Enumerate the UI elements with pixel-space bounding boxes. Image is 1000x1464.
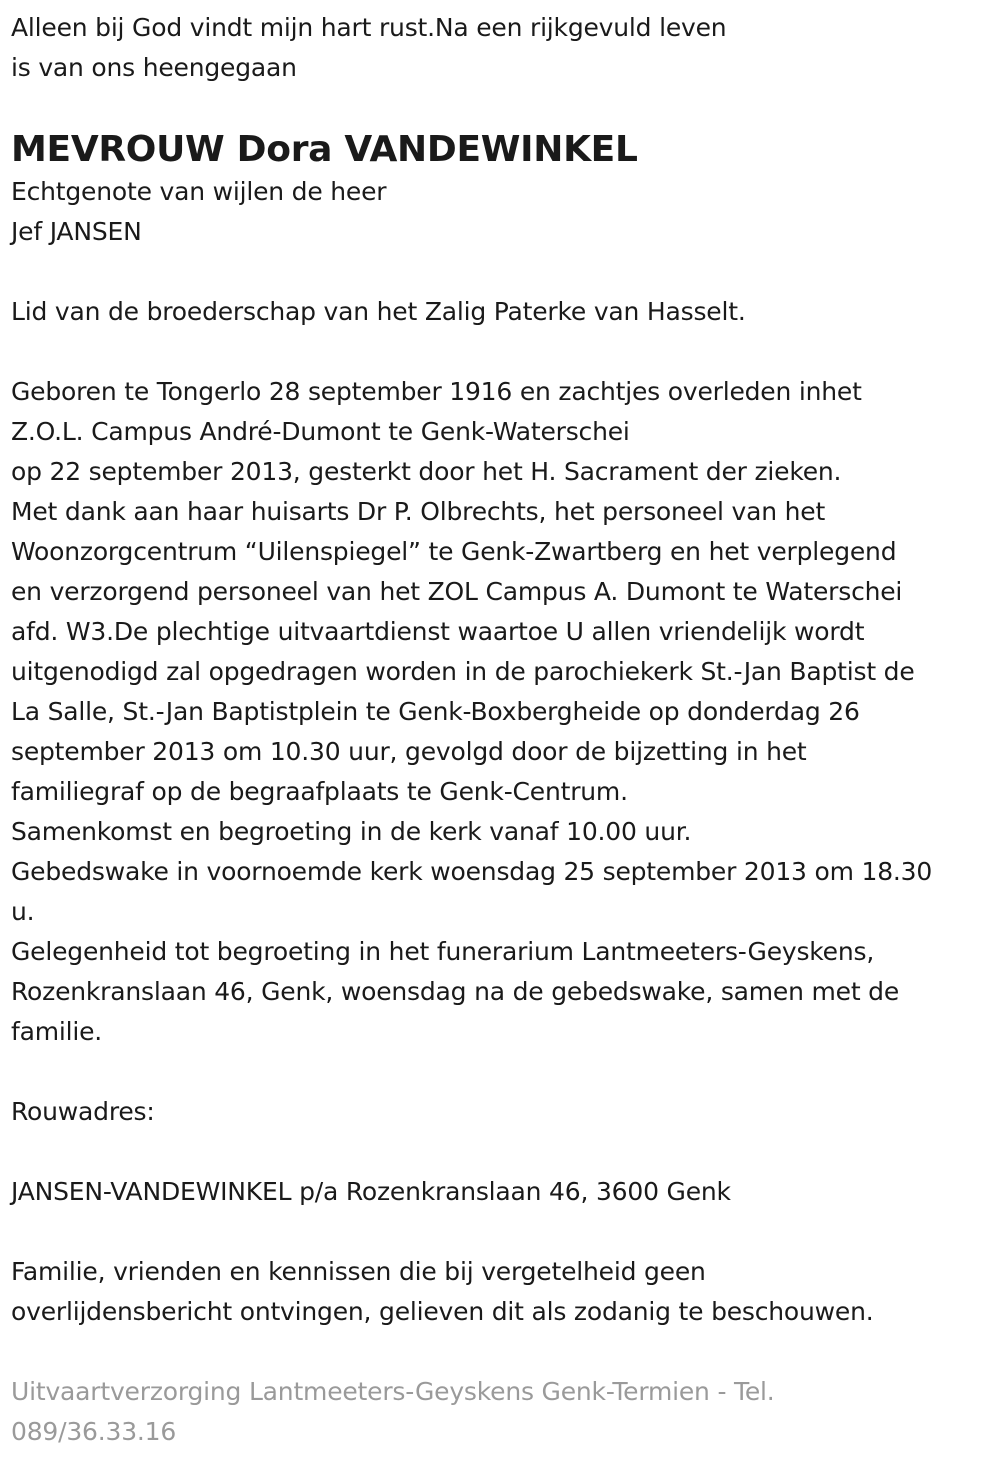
funeral-home-footer: [11, 1372, 1000, 1452]
body-line: familiegraf op de begraafplaats te Genk-Centrum.: [11, 777, 628, 806]
spouse-text: [11, 172, 1000, 252]
spacer: [11, 252, 1000, 292]
notice-text: [11, 1252, 1000, 1332]
notice-line: overlijdensbericht ontvingen, gelieven dit als zodanig te beschouwen.: [11, 1297, 874, 1326]
deceased-name: MEVROUW Dora VANDEWINKEL: [11, 129, 638, 170]
body-line: op 22 september 2013, gesterkt door het H. Sacrament der zieken.: [11, 457, 842, 486]
spouse-line: Echtgenote van wijlen de heer: [11, 177, 387, 206]
body-line: afd. W3.De plechtige uitvaartdienst waartoe U allen vriendelijk wordt: [11, 617, 865, 646]
body-line: La Salle, St.-Jan Baptistplein te Genk-Boxbergheide op donderdag 26: [11, 697, 860, 726]
footer-phone: 089/36.33.16: [11, 1417, 177, 1446]
body-line: Z.O.L. Campus André-Dumont te Genk-Waterschei: [11, 417, 630, 446]
spacer: [11, 1132, 1000, 1172]
spacer: [11, 332, 1000, 372]
body-line: Samenkomst en begroeting in de kerk vanaf 10.00 uur.: [11, 817, 692, 846]
address-label: Rouwadres:: [11, 1097, 155, 1126]
body-line: Woonzorgcentrum “Uilenspiegel” te Genk-Zwartberg en het verplegend: [11, 537, 897, 566]
body-line: uitgenodigd zal opgedragen worden in de parochiekerk St.-Jan Baptist de: [11, 657, 915, 686]
body-line: Rozenkranslaan 46, Genk, woensdag na de gebedswake, samen met de: [11, 977, 900, 1006]
body-line: Geboren te Tongerlo 28 september 1916 en zachtjes overleden inhet: [11, 377, 862, 406]
membership-text: Lid van de broederschap van het Zalig Paterke van Hasselt.: [11, 297, 746, 326]
body-line: Gebedswake in voornoemde kerk woensdag 25 september 2013 om 18.30: [11, 857, 933, 886]
intro-text: [11, 8, 1000, 88]
spacer: [11, 1052, 1000, 1092]
intro-line: is van ons heengegaan: [11, 53, 297, 82]
spacer: [11, 1332, 1000, 1372]
body-line: Gelegenheid tot begroeting in het funerarium Lantmeeters-Geyskens,: [11, 937, 875, 966]
body-text: [11, 372, 1000, 1052]
intro-line: Alleen bij God vindt mijn hart rust.Na een rijkgevuld leven: [11, 13, 727, 42]
mourning-address: JANSEN-VANDEWINKEL p/a Rozenkranslaan 46, 3600 Genk: [11, 1177, 731, 1206]
spacer: [11, 1212, 1000, 1252]
body-line: familie.: [11, 1017, 103, 1046]
body-line: u.: [11, 897, 35, 926]
body-line: en verzorgend personeel van het ZOL Campus A. Dumont te Waterschei: [11, 577, 903, 606]
spouse-line: Jef JANSEN: [11, 217, 142, 246]
body-line: Met dank aan haar huisarts Dr P. Olbrechts, het personeel van het: [11, 497, 826, 526]
body-line: september 2013 om 10.30 uur, gevolgd door de bijzetting in het: [11, 737, 807, 766]
notice-line: Familie, vrienden en kennissen die bij vergetelheid geen: [11, 1257, 706, 1286]
footer-line: Uitvaartverzorging Lantmeeters-Geyskens Genk-Termien - Tel.: [11, 1377, 775, 1406]
